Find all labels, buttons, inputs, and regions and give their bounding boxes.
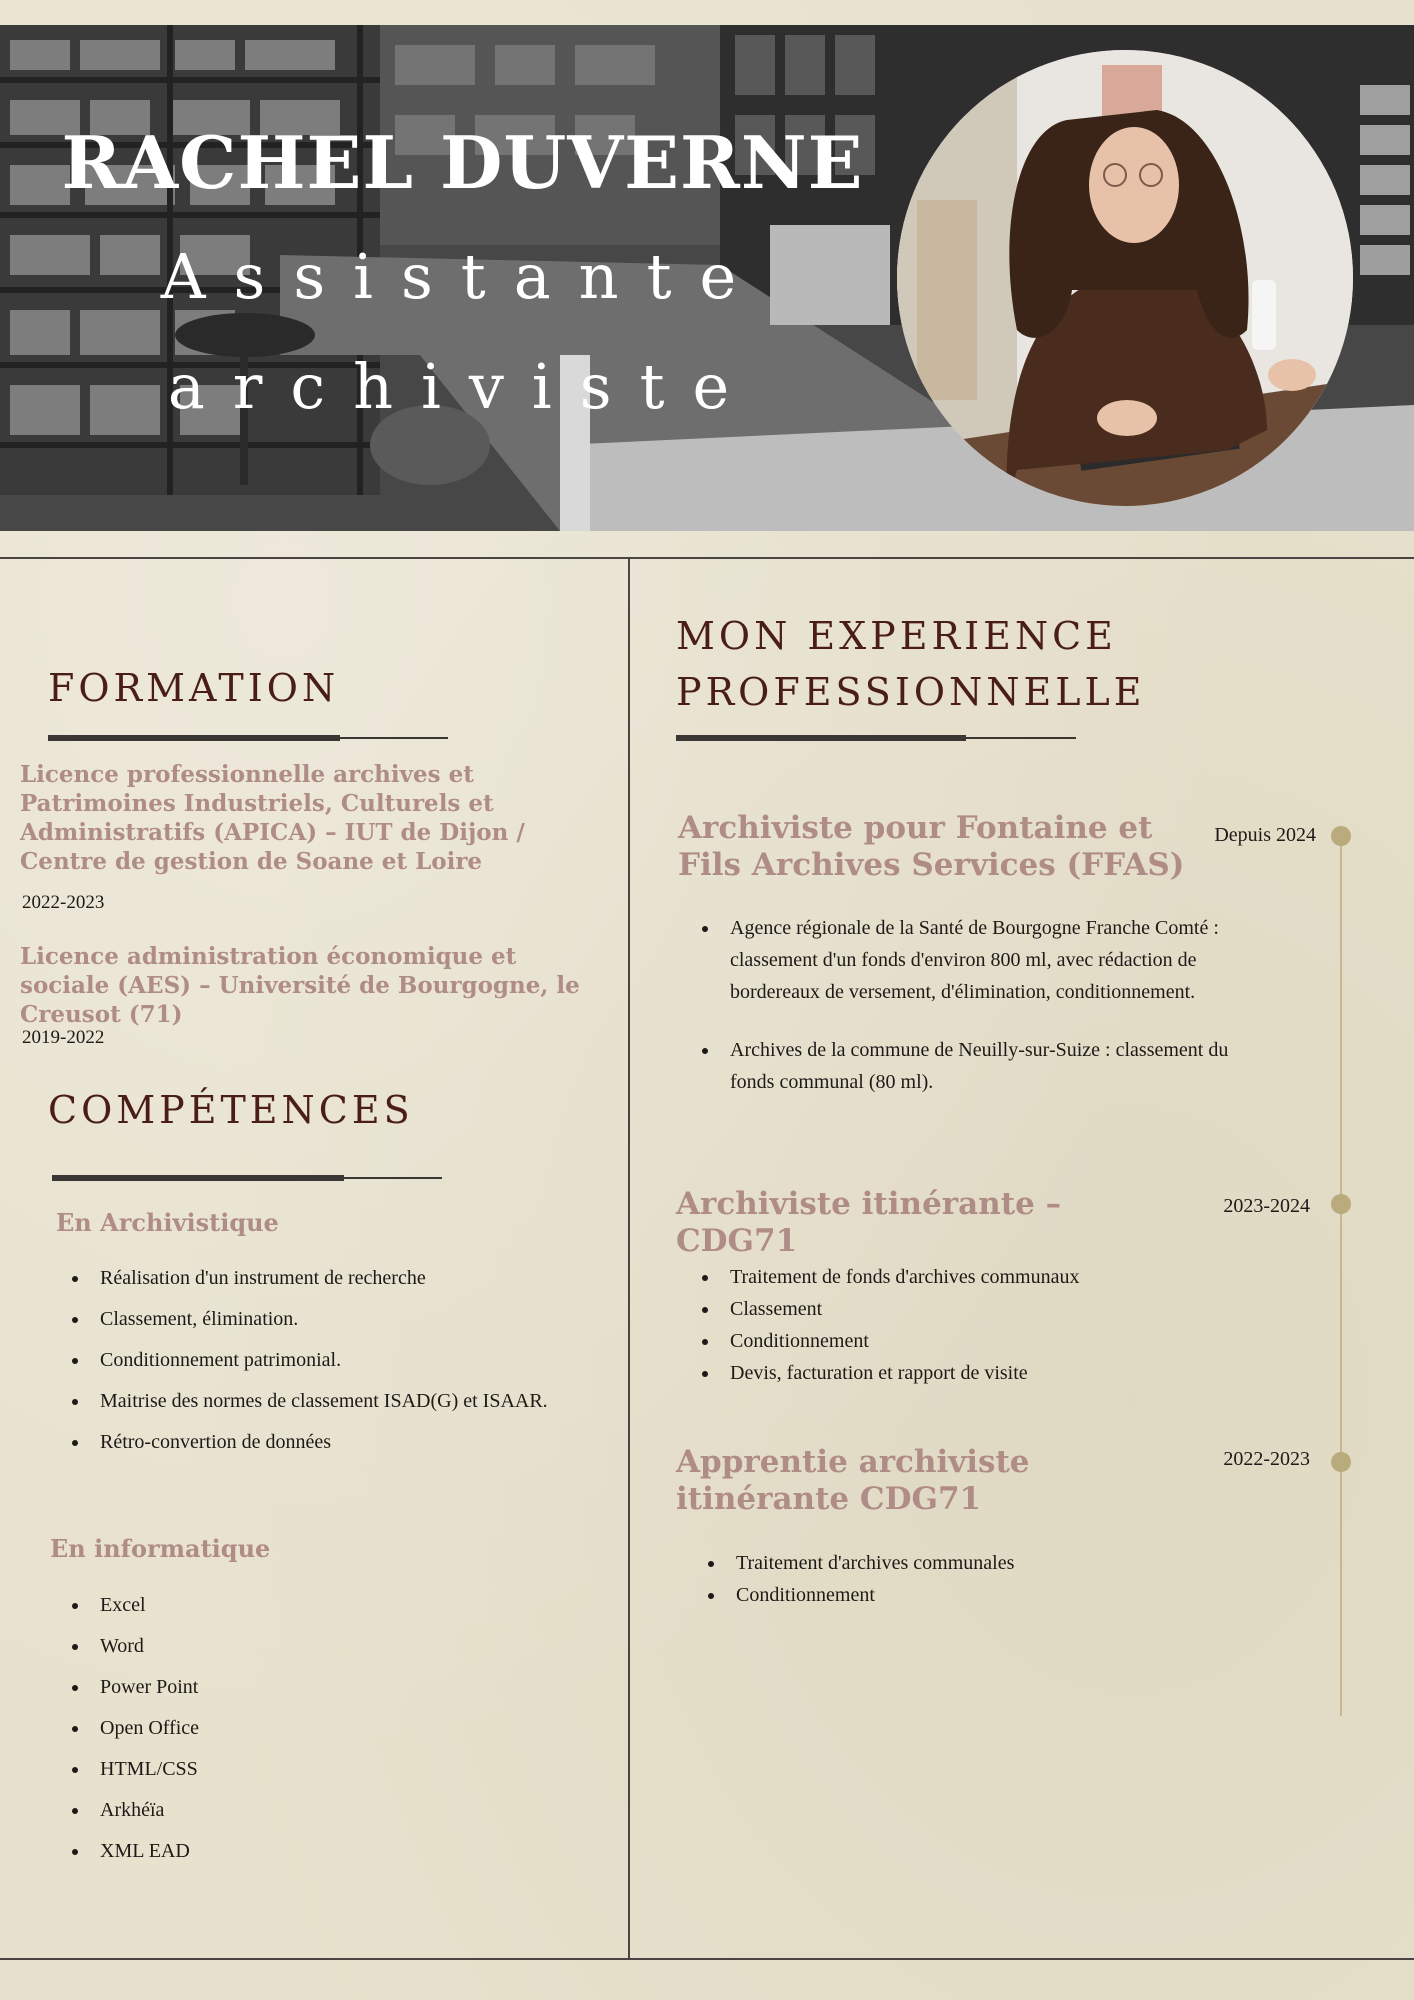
list-item: • Devis, facturation et rapport de visite [720,1357,1260,1389]
experience-heading-line-2: PROFESSIONNELLE [676,670,1146,714]
top-divider [0,557,1414,559]
timeline-line [1340,836,1342,1716]
list-item: • Classement, élimination. [90,1299,560,1340]
job-1-list [676,912,1260,1098]
list-item: • Conditionnement [726,1579,1266,1611]
list-item: • Excel [90,1585,490,1626]
list-item: • Archives de la commune de Neuilly-sur-Suize : classement du fonds communal (80 ml). [720,1034,1260,1098]
list-item: • Maitrise des normes de classement ISAD(G) et ISAAR. [90,1381,560,1422]
archivistique-subheading: En Archivistique [56,1208,279,1237]
list-item: • HTML/CSS [90,1749,490,1790]
competences-rule [52,1175,442,1181]
list-item: • Agence régionale de la Santé de Bourgogne Franche Comté : classement d'un fonds d'environ 800 ml, avec rédaction de bordereaux de versement, d'élimination, conditionnement. [720,912,1260,1008]
experience-heading [676,608,1145,720]
list-item: • Rétro-convertion de données [90,1422,560,1463]
profile-photo [897,50,1353,506]
job-1-date: Depuis 2024 [1214,824,1316,846]
list-item: • Réalisation d'un instrument de recherche [90,1258,560,1299]
list-item: • Power Point [90,1667,490,1708]
archivistique-list [46,1258,560,1463]
header-banner [0,25,1414,531]
profile-photo-illustration [897,50,1353,506]
list-item: • Open Office [90,1708,490,1749]
list-item: • Traitement de fonds d'archives communaux [720,1261,1260,1293]
job-3-date: 2022-2023 [1223,1448,1310,1470]
timeline-dot [1331,1452,1351,1472]
informatique-subheading: En informatique [50,1534,271,1563]
job-2-date: 2023-2024 [1223,1195,1310,1217]
job-3-list [682,1547,1266,1611]
formation-heading: FORMATION [48,666,340,710]
job-title-line-2: archiviste [167,350,758,423]
timeline-dot [1331,826,1351,846]
list-item: • Conditionnement patrimonial. [90,1340,560,1381]
list-item: • XML EAD [90,1831,490,1872]
experience-heading-line-1: MON EXPERIENCE [676,614,1117,658]
list-item: • Conditionnement [720,1325,1260,1357]
column-divider [628,557,630,1960]
timeline-dot [1331,1194,1351,1214]
job-1-title: Archiviste pour Fontaine et Fils Archives Services (FFAS) [678,810,1185,883]
list-item: • Arkhéïa [90,1790,490,1831]
formation-item-2-years: 2019-2022 [22,1027,105,1048]
experience-rule [676,735,1076,741]
formation-item-2-title: Licence administration économique et sociale (AES) – Université de Bourgogne, le Creusot (71) [20,943,580,1028]
candidate-name: RACHEL DUVERNE [61,120,864,205]
formation-rule [48,735,448,741]
formation-item-1-years: 2022-2023 [22,892,105,913]
competences-heading: COMPÉTENCES [48,1088,414,1132]
list-item: • Word [90,1626,490,1667]
job-3-title: Apprentie archiviste itinérante CDG71 [676,1444,1030,1517]
job-2-title: Archiviste itinérante – CDG71 [676,1186,1062,1259]
bottom-divider [0,1958,1414,1960]
job-title-line-1: Assistante [160,240,765,313]
list-item: • Classement [720,1293,1260,1325]
formation-item-1-title: Licence professionnelle archives et Patrimoines Industriels, Culturels et Administratifs (APICA) – IUT de Dijon / Centre de gestion de Soane et Loire [20,761,525,875]
informatique-list [46,1585,490,1872]
job-2-list [676,1261,1260,1389]
list-item: • Traitement d'archives communales [726,1547,1266,1579]
